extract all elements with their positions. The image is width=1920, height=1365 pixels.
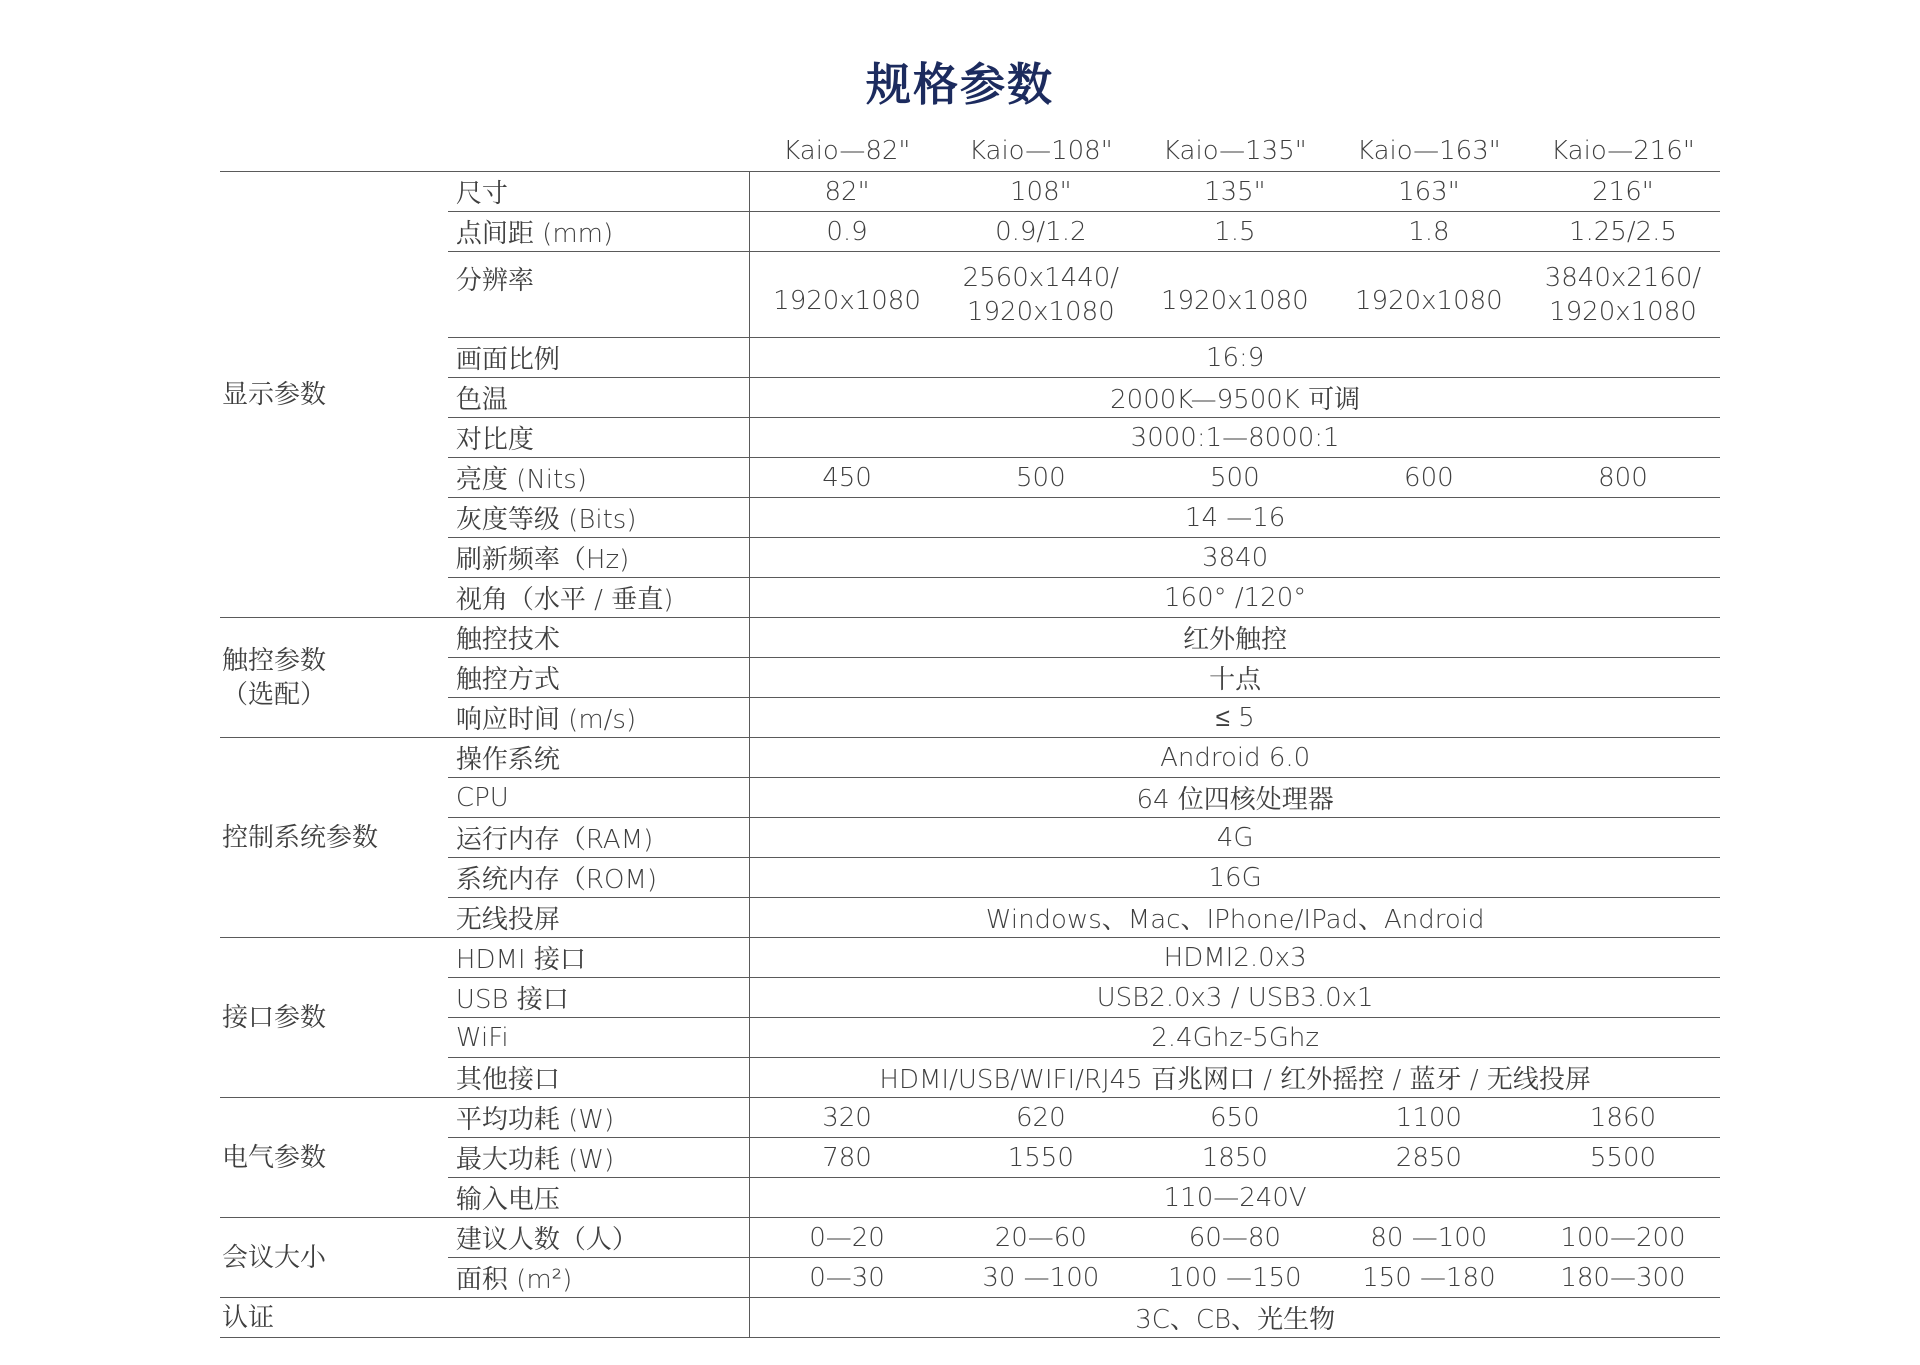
param-label: 平均功耗 (W)	[448, 1098, 750, 1138]
spec-value: 180—300	[1526, 1258, 1720, 1298]
param-label: 点间距 (mm)	[448, 212, 750, 252]
group-label: 触控参数 （选配）	[220, 618, 448, 738]
spec-value: 135"	[1138, 172, 1332, 212]
group-label: 认证	[220, 1298, 448, 1338]
spec-value: 108"	[944, 172, 1138, 212]
spec-value-span: 160° /120°	[750, 578, 1720, 618]
spec-row	[220, 1298, 1720, 1338]
spec-value: 320	[750, 1098, 944, 1138]
spec-value: 100—200	[1526, 1218, 1720, 1258]
spec-value-span: 十点	[750, 658, 1720, 698]
spec-value: 1920x1080	[1332, 252, 1526, 338]
param-label: 视角（水平 / 垂直)	[448, 578, 750, 618]
group-label: 控制系统参数	[220, 738, 448, 938]
spec-value-span: ≤ 5	[750, 698, 1720, 738]
param-label	[448, 1298, 750, 1338]
spec-value: 1.25/2.5	[1526, 212, 1720, 252]
spec-value-span: 3000:1—8000:1	[750, 418, 1720, 458]
spec-value-span: Android 6.0	[750, 738, 1720, 778]
spec-value: 80 —100	[1332, 1218, 1526, 1258]
param-label: 面积 (m²)	[448, 1258, 750, 1298]
spec-value: 1.8	[1332, 212, 1526, 252]
param-label: 触控技术	[448, 618, 750, 658]
param-label: 分辨率	[448, 252, 750, 338]
spec-row	[220, 618, 1720, 658]
spec-value: 500	[944, 458, 1138, 498]
spec-value: 163"	[1332, 172, 1526, 212]
page-title: 规格参数	[865, 58, 1054, 111]
spec-value: 20—60	[944, 1218, 1138, 1258]
spec-value-span: 4G	[750, 818, 1720, 858]
param-label: 色温	[448, 378, 750, 418]
param-label: 对比度	[448, 418, 750, 458]
spec-value: 1550	[944, 1138, 1138, 1178]
spec-value: 216"	[1526, 172, 1720, 212]
spec-value-span: HDMI/USB/WIFI/RJ45 百兆网口 / 红外摇控 / 蓝牙 / 无线投屏	[750, 1058, 1720, 1098]
param-label: 刷新频率（Hz)	[448, 538, 750, 578]
spec-row	[220, 1218, 1720, 1258]
group-label: 显示参数	[220, 172, 448, 618]
param-label: 画面比例	[448, 338, 750, 378]
model-header: Kaio—163"	[1332, 131, 1526, 172]
spec-value-span: Windows、Mac、IPhone/IPad、Android	[750, 898, 1720, 938]
model-header: Kaio—135"	[1138, 131, 1332, 172]
spec-value: 780	[750, 1138, 944, 1178]
spec-value: 0—30	[750, 1258, 944, 1298]
param-label: USB 接口	[448, 978, 750, 1018]
spec-value-span: 16G	[750, 858, 1720, 898]
spec-value: 1850	[1138, 1138, 1332, 1178]
spec-value: 0.9/1.2	[944, 212, 1138, 252]
spec-value: 82"	[750, 172, 944, 212]
param-label: 运行内存（RAM)	[448, 818, 750, 858]
param-label: 灰度等级 (Bits)	[448, 498, 750, 538]
spec-value: 1.5	[1138, 212, 1332, 252]
spec-value: 150 —180	[1332, 1258, 1526, 1298]
spec-value: 800	[1526, 458, 1720, 498]
spec-value-span: 14 —16	[750, 498, 1720, 538]
spec-value: 0.9	[750, 212, 944, 252]
spec-value-span: 110—240V	[750, 1178, 1720, 1218]
param-label: 触控方式	[448, 658, 750, 698]
spec-row	[220, 938, 1720, 978]
group-label: 电气参数	[220, 1098, 448, 1218]
spec-value-span: 2000K—9500K 可调	[750, 378, 1720, 418]
param-label: 尺寸	[448, 172, 750, 212]
spec-value-span: 3C、CB、光生物	[750, 1298, 1720, 1338]
spec-value-span: HDMI2.0x3	[750, 938, 1720, 978]
spec-value: 100 —150	[1138, 1258, 1332, 1298]
spec-value-span: 2.4Ghz-5Ghz	[750, 1018, 1720, 1058]
spec-value: 500	[1138, 458, 1332, 498]
spec-row	[220, 1098, 1720, 1138]
param-label: 系统内存（ROM)	[448, 858, 750, 898]
model-header: Kaio—108"	[944, 131, 1138, 172]
spec-value: 450	[750, 458, 944, 498]
spec-value: 1100	[1332, 1098, 1526, 1138]
spec-value: 1920x1080	[750, 252, 944, 338]
param-label: HDMI 接口	[448, 938, 750, 978]
param-label: 最大功耗 (W)	[448, 1138, 750, 1178]
param-label: CPU	[448, 778, 750, 818]
spec-value-span: 3840	[750, 538, 1720, 578]
spec-value-span: USB2.0x3 / USB3.0x1	[750, 978, 1720, 1018]
spec-value: 3840x2160/ 1920x1080	[1526, 252, 1720, 338]
header-blank	[448, 131, 750, 172]
group-label: 会议大小	[220, 1218, 448, 1298]
param-label: 无线投屏	[448, 898, 750, 938]
param-label: 响应时间 (m/s)	[448, 698, 750, 738]
spec-value: 2560x1440/ 1920x1080	[944, 252, 1138, 338]
spec-row	[220, 738, 1720, 778]
spec-value: 1920x1080	[1138, 252, 1332, 338]
spec-value-span: 16:9	[750, 338, 1720, 378]
spec-value: 30 —100	[944, 1258, 1138, 1298]
model-header: Kaio—82"	[750, 131, 944, 172]
spec-value-span: 64 位四核处理器	[750, 778, 1720, 818]
spec-value: 650	[1138, 1098, 1332, 1138]
param-label: 建议人数（人）	[448, 1218, 750, 1258]
spec-value: 60—80	[1138, 1218, 1332, 1258]
param-label: 输入电压	[448, 1178, 750, 1218]
model-header: Kaio—216"	[1526, 131, 1720, 172]
spec-table-body	[220, 131, 1720, 1338]
spec-value: 2850	[1332, 1138, 1526, 1178]
spec-value: 5500	[1526, 1138, 1720, 1178]
spec-table	[220, 131, 1720, 1338]
model-header-row	[220, 131, 1720, 172]
spec-value-span: 红外触控	[750, 618, 1720, 658]
spec-value: 0—20	[750, 1218, 944, 1258]
param-label: 其他接口	[448, 1058, 750, 1098]
spec-value: 1860	[1526, 1098, 1720, 1138]
spec-row	[220, 172, 1720, 212]
header-blank	[220, 131, 448, 172]
param-label: WiFi	[448, 1018, 750, 1058]
spec-value: 600	[1332, 458, 1526, 498]
param-label: 亮度 (Nits)	[448, 458, 750, 498]
param-label: 操作系统	[448, 738, 750, 778]
group-label: 接口参数	[220, 938, 448, 1098]
spec-value: 620	[944, 1098, 1138, 1138]
